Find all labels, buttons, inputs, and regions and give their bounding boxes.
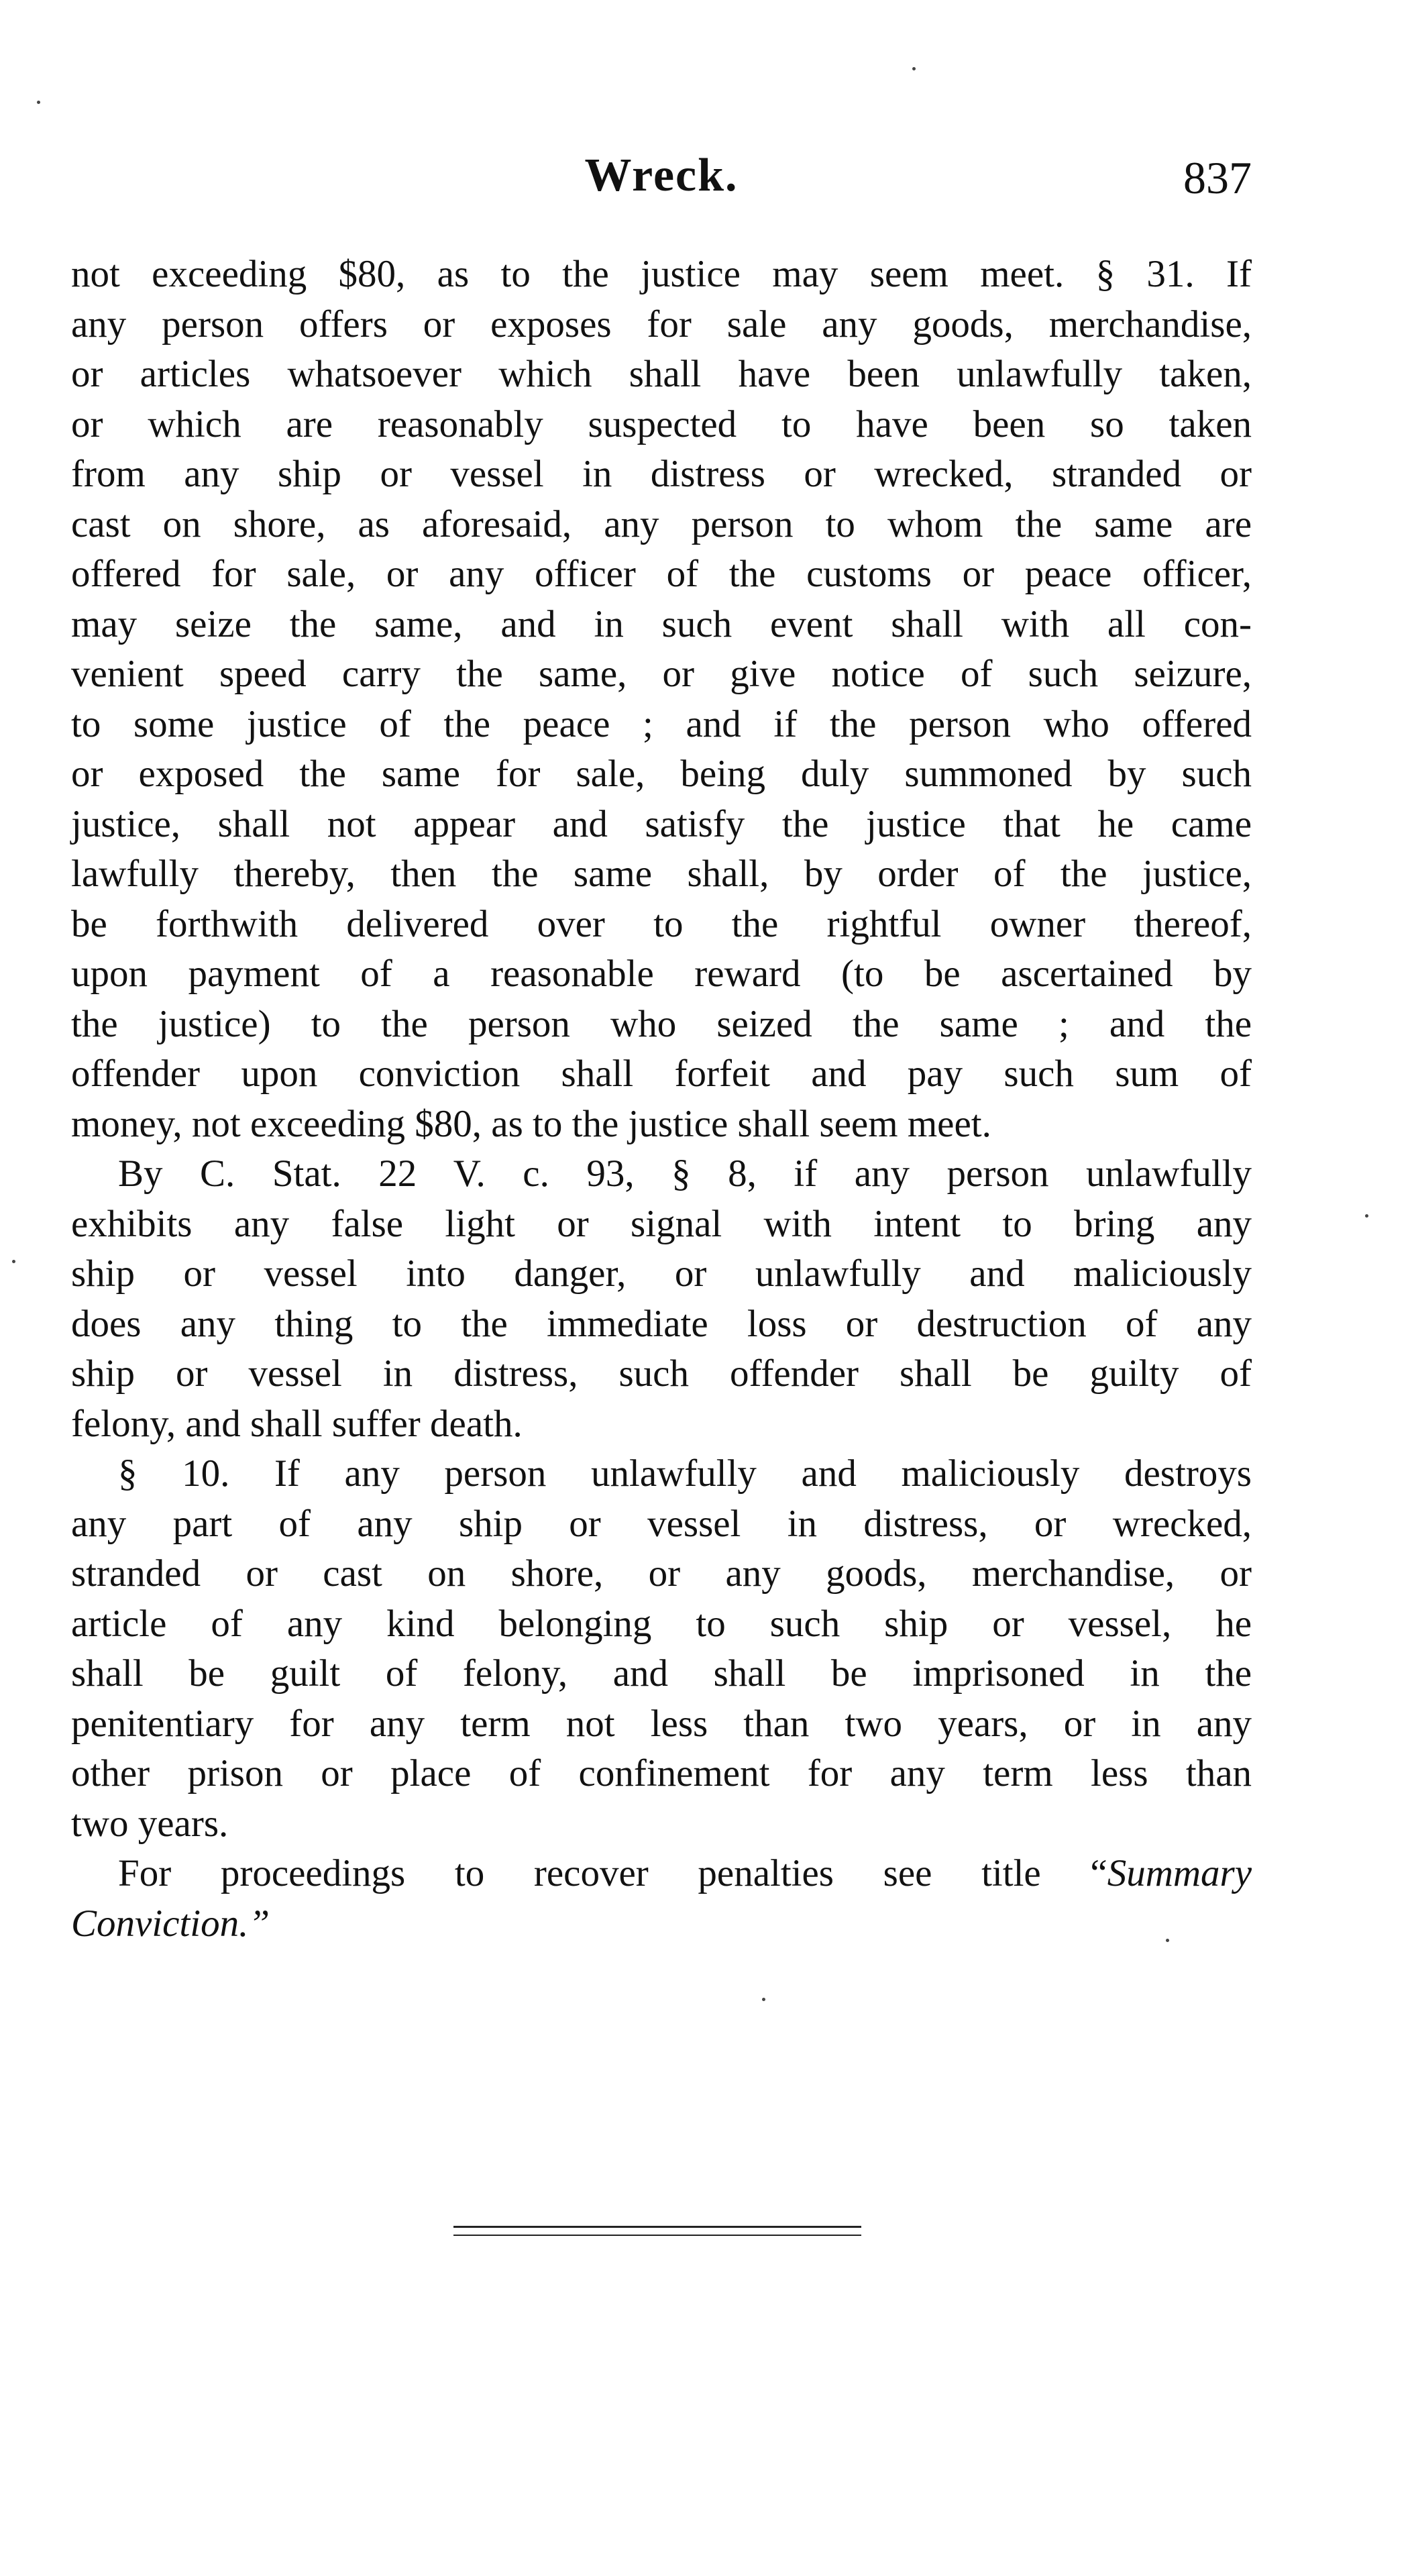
text-line: By C. Stat. 22 V. c. 93, § 8, if any person unlawfully bbox=[118, 1152, 1252, 1195]
text-line: not exceeding $80, as to the justice may seem meet. § 31. If bbox=[71, 253, 1252, 295]
text-line: does any thing to the immediate loss or destruction of any bbox=[71, 1302, 1252, 1345]
print-speck bbox=[912, 67, 916, 70]
text-line: or which are reasonably suspected to have been so taken bbox=[71, 402, 1252, 445]
text-line: § 10. If any person unlawfully and maliciously destroys bbox=[118, 1452, 1252, 1495]
text-line: justice, shall not appear and satisfy the justice that he came bbox=[71, 802, 1252, 845]
text-line: money, not exceeding $80, as to the justice shall seem meet. bbox=[71, 1102, 991, 1145]
running-head bbox=[71, 149, 1252, 209]
text-line: or articles whatsoever which shall have been unlawfully taken, bbox=[71, 353, 1252, 395]
text-line: to some justice of the peace ; and if the person who offered bbox=[71, 702, 1252, 745]
text-line bbox=[71, 1849, 1252, 1899]
text-line: shall be guilt of felony, and shall be imprisoned in the bbox=[71, 1652, 1252, 1695]
text-line: Conviction.” bbox=[71, 1902, 270, 1945]
text-line: ship or vessel in distress, such offender shall be guilty of bbox=[71, 1352, 1252, 1395]
text-line: two years. bbox=[71, 1802, 229, 1845]
text-line: any part of any ship or vessel in distress, or wrecked, bbox=[71, 1502, 1252, 1545]
rule-line bbox=[453, 2235, 861, 2236]
text-line: stranded or cast on shore, or any goods, merchandise, or bbox=[71, 1552, 1252, 1595]
print-speck bbox=[1166, 1939, 1169, 1942]
text-line: article of any kind belonging to such ship or vessel, he bbox=[71, 1602, 1252, 1645]
page-number: 837 bbox=[1183, 152, 1252, 203]
text-line: lawfully thereby, then the same shall, by order of the justice, bbox=[71, 853, 1252, 895]
text-line: ship or vessel into danger, or unlawfully and maliciously bbox=[71, 1252, 1252, 1295]
text-line: the justice) to the person who seized the same ; and the bbox=[71, 1002, 1252, 1045]
text-line: may seize the same, and in such event shall with all con- bbox=[71, 602, 1252, 645]
text-line: other prison or place of confinement for any term less than bbox=[71, 1752, 1252, 1794]
text-line: penitentiary for any term not less than two years, or in any bbox=[71, 1702, 1252, 1745]
page-title: Wreck. bbox=[584, 150, 739, 201]
text-line: cast on shore, as aforesaid, any person to whom the same are bbox=[71, 502, 1252, 545]
end-rule bbox=[453, 2226, 861, 2243]
text-line: felony, and shall suffer death. bbox=[71, 1402, 523, 1445]
text-line-roman: For proceedings to recover penalties see title “ bbox=[118, 1852, 1107, 1894]
print-speck bbox=[1365, 1214, 1368, 1218]
text-line: any person offers or exposes for sale any goods, merchandise, bbox=[71, 303, 1252, 345]
body-text bbox=[71, 250, 1252, 1949]
text-line: be forthwith delivered over to the rightful owner thereof, bbox=[71, 902, 1252, 945]
text-line: offered for sale, or any officer of the customs or peace officer, bbox=[71, 553, 1252, 595]
text-line-italic: Summary bbox=[1107, 1852, 1252, 1894]
print-speck bbox=[762, 1998, 765, 2001]
print-speck bbox=[12, 1260, 15, 1263]
text-line: or exposed the same for sale, being duly summoned by such bbox=[71, 753, 1252, 795]
text-line: exhibits any false light or signal with intent to bring any bbox=[71, 1202, 1252, 1245]
text-line: upon payment of a reasonable reward (to be ascertained by bbox=[71, 953, 1252, 995]
print-speck bbox=[37, 101, 40, 104]
text-line: offender upon conviction shall forfeit and pay such sum of bbox=[71, 1053, 1252, 1095]
rule-line bbox=[453, 2226, 861, 2228]
text-line: venient speed carry the same, or give notice of such seizure, bbox=[71, 653, 1252, 695]
text-line: from any ship or vessel in distress or wrecked, stranded or bbox=[71, 453, 1252, 495]
